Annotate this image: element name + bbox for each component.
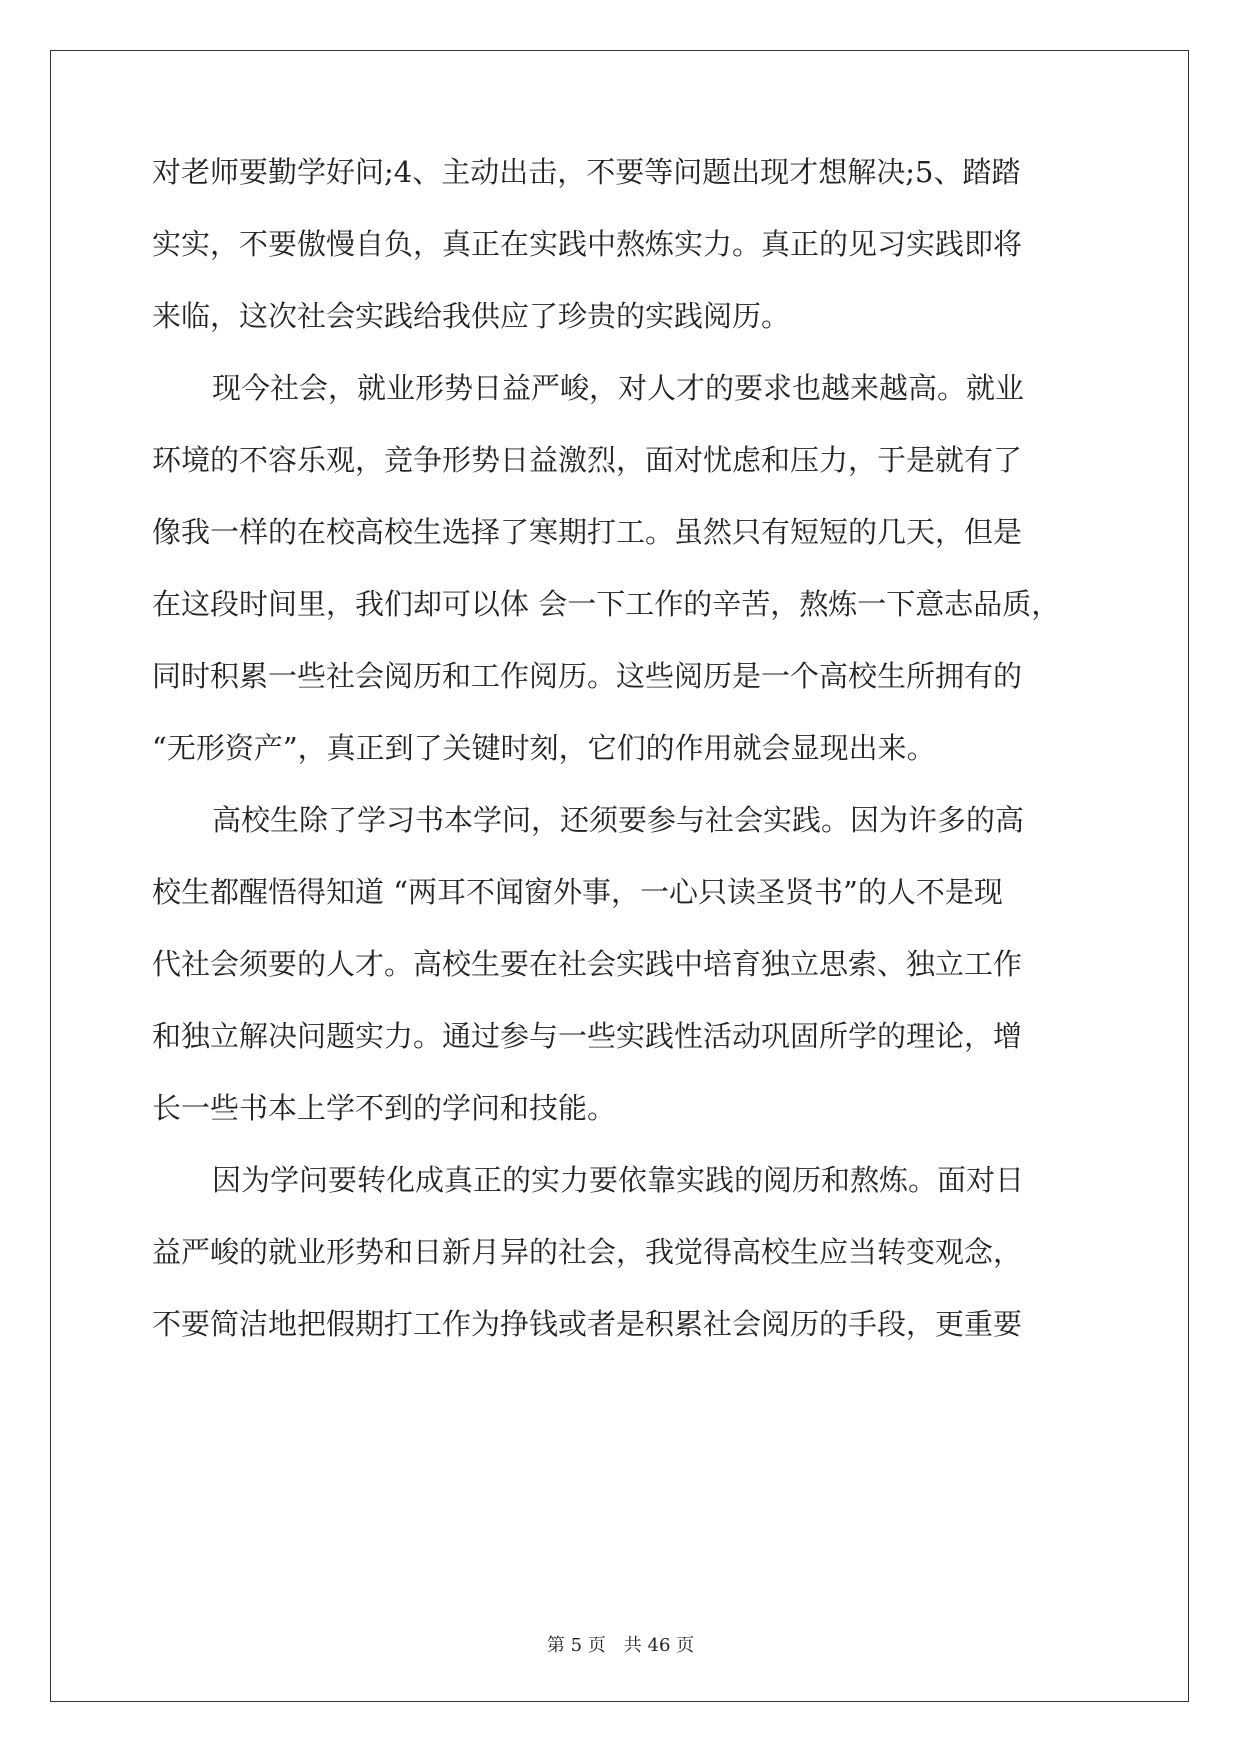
paragraph-first-line: 高校生除了学习书本学问，还须要参与社会实践。因为许多的高 [212,803,1025,837]
body-text-line: 来临，这次社会实践给我供应了珍贵的实践阅历。 [152,299,791,333]
page-total: 共 46 页 [623,1635,695,1656]
body-text-line: 环境的不容乐观，竞争形势日益激烈，面对忧虑和压力，于是就有了 [152,443,1023,477]
body-text-line: “无形资产”，真正到了关键时刻，它们的作用就会显现出来。 [152,731,936,765]
body-text-line: 不要简洁地把假期打工作为挣钱或者是积累社会阅历的手段，更重要 [152,1307,1023,1341]
page-footer [0,1634,1241,1658]
body-text-line: 像我一样的在校高校生选择了寒期打工。虽然只有短短的几天，但是 [152,515,1023,549]
page-number: 第 5 页 [546,1635,606,1656]
body-text-line: 长一些书本上学不到的学问和技能。 [152,1091,617,1125]
body-text-line: 益严峻的就业形势和日新月异的社会，我觉得高校生应当转变观念， [152,1235,1023,1269]
body-text-line: 代社会须要的人才。高校生要在社会实践中培育独立思索、独立工作 [152,947,1023,981]
paragraph-first-line: 现今社会，就业形势日益严峻，对人才的要求也越来越高。就业 [212,371,1025,405]
body-text-line: 对老师要勤学好问;4、主动出击，不要等问题出现才想解决;5、踏踏 [152,155,1021,189]
body-text-line: 校生都醒悟得知道 “两耳不闻窗外事，一心只读圣贤书”的人不是现 [152,875,1003,909]
body-text-line: 在这段时间里，我们却可以体 会一下工作的辛苦，熬炼一下意志品质， [152,587,1061,621]
body-text-line: 实实，不要傲慢自负，真正在实践中熬炼实力。真正的见习实践即将 [152,227,1023,261]
paragraph-first-line: 因为学问要转化成真正的实力要依靠实践的阅历和熬炼。面对日 [212,1163,1025,1197]
body-text-line: 和独立解决问题实力。通过参与一些实践性活动巩固所学的理论，增 [152,1019,1023,1053]
body-text-line: 同时积累一些社会阅历和工作阅历。这些阅历是一个高校生所拥有的 [152,659,1023,693]
